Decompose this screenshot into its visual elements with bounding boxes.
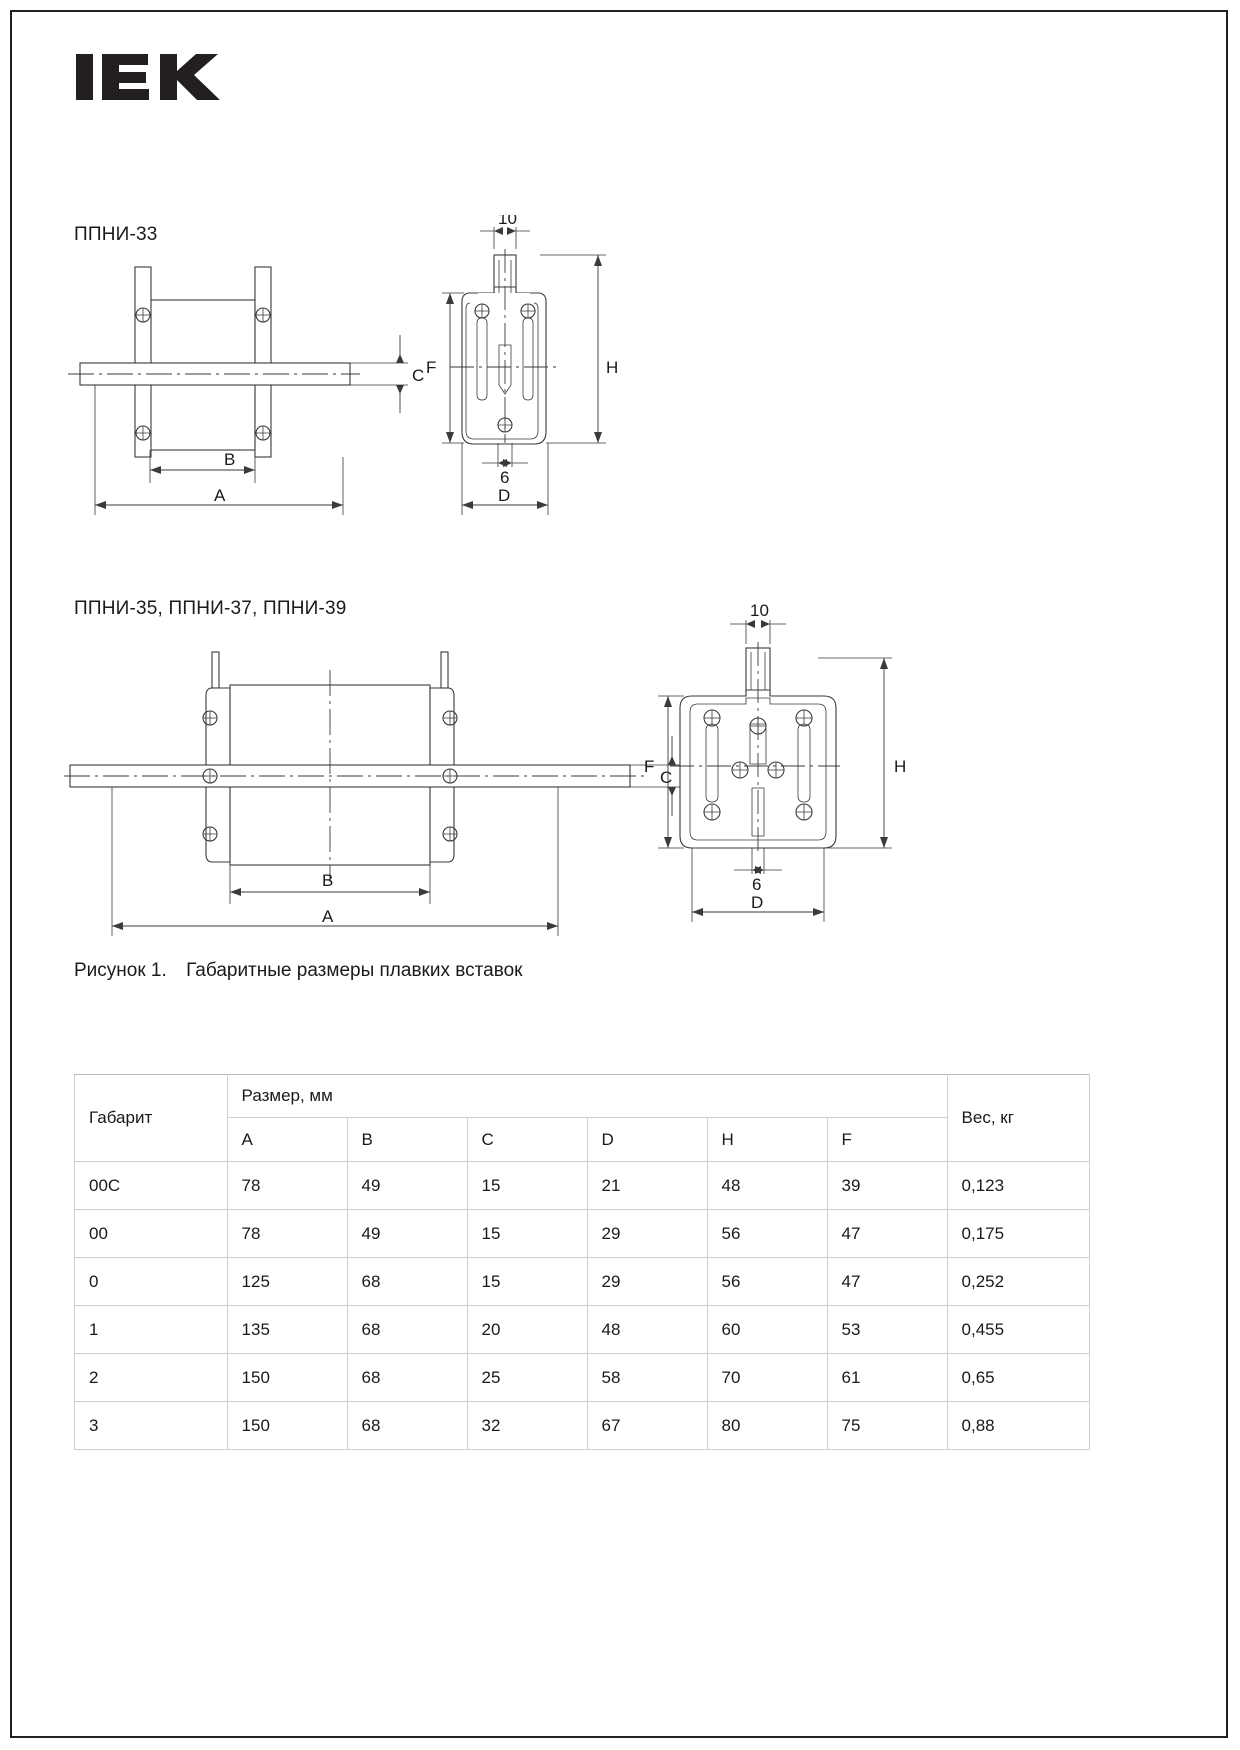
header-col-H: H	[707, 1118, 827, 1162]
cell-C: 15	[467, 1162, 587, 1210]
label-B: B	[322, 871, 334, 890]
cell-D: 29	[587, 1258, 707, 1306]
cell-weight: 0,65	[947, 1354, 1089, 1402]
header-gabarit: Габарит	[75, 1075, 228, 1162]
cell-C: 25	[467, 1354, 587, 1402]
cell-gabarit: 3	[75, 1402, 228, 1450]
table-row	[75, 1354, 1090, 1402]
label-A: A	[322, 907, 334, 926]
cell-F: 75	[827, 1402, 947, 1450]
table-row	[75, 1210, 1090, 1258]
cell-gabarit: 0	[75, 1258, 228, 1306]
section-title-ppni33: ППНИ-33	[74, 224, 158, 245]
table-row	[75, 1306, 1090, 1354]
label-B: B	[224, 450, 236, 469]
header-col-D: D	[587, 1118, 707, 1162]
cell-F: 53	[827, 1306, 947, 1354]
header-col-C: C	[467, 1118, 587, 1162]
cell-gabarit: 00C	[75, 1162, 228, 1210]
label-F: F	[644, 757, 655, 776]
label-H: H	[894, 757, 907, 776]
cell-D: 67	[587, 1402, 707, 1450]
cell-B: 68	[347, 1306, 467, 1354]
header-size-group: Размер, мм	[227, 1075, 947, 1118]
header-col-F: F	[827, 1118, 947, 1162]
cell-gabarit: 2	[75, 1354, 228, 1402]
cell-weight: 0,123	[947, 1162, 1089, 1210]
cell-F: 61	[827, 1354, 947, 1402]
cell-B: 68	[347, 1402, 467, 1450]
cell-D: 58	[587, 1354, 707, 1402]
table-row	[75, 1402, 1090, 1450]
label-H: H	[606, 358, 619, 377]
drawing-ppni33-side	[420, 215, 660, 545]
header-col-B: B	[347, 1118, 467, 1162]
cell-C: 20	[467, 1306, 587, 1354]
table-header-row-sub	[75, 1118, 1090, 1162]
label-6: 6	[752, 875, 762, 894]
table-row	[75, 1258, 1090, 1306]
label-6: 6	[500, 468, 510, 487]
cell-H: 80	[707, 1402, 827, 1450]
cell-H: 48	[707, 1162, 827, 1210]
dimensions-table	[74, 1074, 1090, 1450]
cell-A: 150	[227, 1354, 347, 1402]
cell-H: 56	[707, 1258, 827, 1306]
cell-H: 56	[707, 1210, 827, 1258]
label-F: F	[426, 358, 437, 377]
label-D: D	[751, 893, 764, 912]
cell-F: 47	[827, 1210, 947, 1258]
cell-A: 135	[227, 1306, 347, 1354]
dimensions-table-wrapper	[74, 1074, 1090, 1450]
table-row	[75, 1162, 1090, 1210]
cell-A: 125	[227, 1258, 347, 1306]
cell-C: 32	[467, 1402, 587, 1450]
cell-gabarit: 00	[75, 1210, 228, 1258]
section-title-ppni35: ППНИ-35, ППНИ-37, ППНИ-39	[74, 598, 347, 619]
cell-D: 29	[587, 1210, 707, 1258]
cell-weight: 0,252	[947, 1258, 1089, 1306]
table-header-row-top	[75, 1075, 1090, 1118]
cell-C: 15	[467, 1210, 587, 1258]
cell-A: 78	[227, 1162, 347, 1210]
cell-gabarit: 1	[75, 1306, 228, 1354]
label-A: A	[214, 486, 226, 505]
header-col-A: A	[227, 1118, 347, 1162]
header-weight: Вес, кг	[947, 1075, 1089, 1162]
cell-F: 47	[827, 1258, 947, 1306]
cell-B: 68	[347, 1258, 467, 1306]
label-C: C	[660, 768, 673, 787]
cell-A: 150	[227, 1402, 347, 1450]
label-C: C	[412, 366, 425, 385]
drawing-ppni35-front	[60, 620, 680, 950]
figure-number: Рисунок 1.	[74, 960, 167, 981]
cell-B: 49	[347, 1210, 467, 1258]
label-10: 10	[750, 601, 769, 620]
cell-H: 60	[707, 1306, 827, 1354]
cell-D: 21	[587, 1162, 707, 1210]
label-D: D	[498, 486, 511, 505]
cell-H: 70	[707, 1354, 827, 1402]
cell-C: 15	[467, 1258, 587, 1306]
cell-weight: 0,175	[947, 1210, 1089, 1258]
drawing-ppni35-side	[640, 600, 940, 950]
cell-B: 49	[347, 1162, 467, 1210]
cell-B: 68	[347, 1354, 467, 1402]
figure-caption	[74, 960, 522, 982]
label-10: 10	[498, 215, 517, 228]
cell-F: 39	[827, 1162, 947, 1210]
cell-weight: 0,455	[947, 1306, 1089, 1354]
cell-weight: 0,88	[947, 1402, 1089, 1450]
cell-A: 78	[227, 1210, 347, 1258]
figure-caption-text: Габаритные размеры плавких вставок	[186, 960, 523, 981]
iek-logo	[74, 40, 274, 115]
cell-D: 48	[587, 1306, 707, 1354]
